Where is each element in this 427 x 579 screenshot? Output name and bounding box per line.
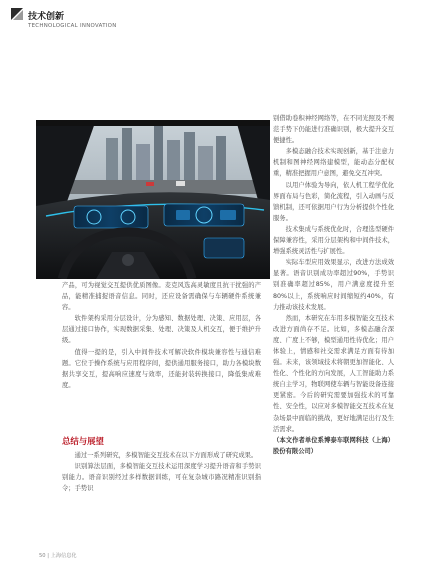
paragraph: 然而，本研究在车用多模智能交互技术改进方面尚存不足。比如，多模态融合深度、广度上不够，模型通用性待优化；用户体验上，情感和社交需求满足方面有待加强。未来，该领域技术将朝更加智能化、人性化、个性化的方向发展，人工智能助力系统自主学习，物联网使车辆与智能设备连接更紧密。今后的研究需要加强技术的可靠性、安全性，以应对多模智能交互技术在复杂场景中面临的挑战，更好地满足出行及生活需求。	[273, 314, 394, 433]
paragraph: 多模态融合技术实现创新，基于注意力机制和图神经网络建模型，能动态分配权重，精准把握用户意图，避免交互冲突。	[273, 148, 394, 178]
paragraph: 软件架构采用分层设计，分为感知、数据处理、决策、应用层，各层通过接口协作，实现数据采集、处理、决策及人机交互，便于维护升级。	[62, 315, 261, 345]
paragraph: 别借助卷积神经网络等，在不同光照及不规范手势下仍能进行准确识别，极大提升交互便捷性。	[273, 115, 394, 145]
left-column-conclusion	[62, 450, 261, 494]
paragraph: 实际车型应用效果显示，改进方法成效显著。语音识别成功率超过90%，手势识别准确率超过85%，用户满意度提升至80%以上，系统响应时间缩短约40%，有力推动该技术发展。	[273, 259, 394, 311]
right-column	[273, 113, 394, 457]
page-footer: 50 | 上海信息化	[39, 553, 77, 559]
paragraph: 产品，可为视觉交互提供优质图像。麦克风选高灵敏度且抗干扰强的产品，能精准捕捉语音信息。同时，还应设备需确保与车辆硬件系统兼容。	[62, 282, 261, 312]
paragraph: 以用户体验为导向，依人机工程学优化界面布局与色彩，简化流程，引入动画与反馈机制，还可依据用户行为分析提供个性化服务。	[273, 181, 394, 222]
paragraph: 通过一系列研究，多模智能交互技术在以下方面形成了研究成果。	[74, 452, 258, 459]
category-icon	[10, 7, 24, 21]
left-column	[62, 280, 261, 391]
section-heading: 总结与展望	[62, 436, 104, 446]
author-affiliation: （本文作者单位系博泰车联网科技（上海）股份有限公司）	[273, 436, 394, 455]
section-title-en: TECHNOLOGICAL INNOVATION	[28, 23, 117, 29]
section-title-cn: 技术创新	[28, 12, 65, 22]
paragraph: 值得一提的是，引入中间件技术可解决软件模块兼容性与通信难题。它位于操作系统与应用程序间，提供通用服务接口，助力各模块数据共享交互，提高响应速度与效率，还能封装转换接口，降低集成难度。	[62, 348, 261, 389]
paragraph: 技术集成与系统优化时，合理选型硬件保障兼容性，采用分层架构和中间件技术，增强系统灵活性与扩展性。	[273, 225, 394, 256]
car-interior-photo	[36, 120, 270, 279]
paragraph: 识别算法层面，多模智能交互技术运用深度学习提升语音和手势识别能力。语音识别经过多样数据训练，可在复杂城市路况精准识别指令；手势识	[62, 463, 261, 493]
